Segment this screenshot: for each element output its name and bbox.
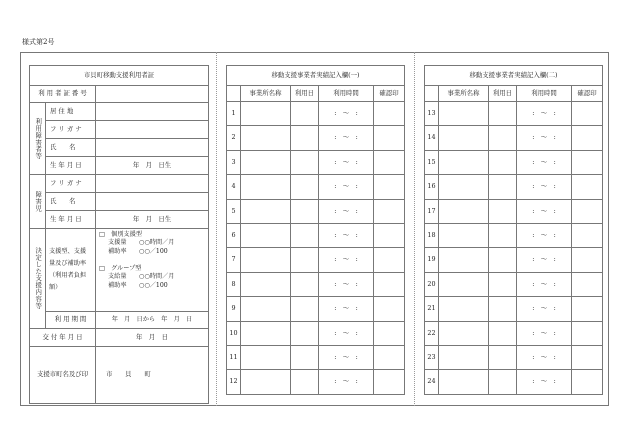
record-1-row [227, 102, 405, 126]
record-2-header-date: 利用日 [489, 86, 517, 102]
furigana-label: フ リ ガ ナ [46, 121, 96, 139]
record-2-row [425, 321, 603, 345]
record-1-header-no [227, 86, 241, 102]
record-2-time-field[interactable]: : ～ : [517, 102, 572, 126]
record-2-row-number: 16 [425, 175, 439, 199]
record-2-row-number: 21 [425, 297, 439, 321]
record-2-date-field[interactable] [489, 102, 517, 126]
decision-group-label: 決定した支援内容等 [34, 247, 43, 310]
record-1-row [227, 370, 405, 394]
record-2-row [425, 223, 603, 247]
record-1-office-field[interactable] [241, 248, 291, 272]
record-1-stamp-field[interactable] [374, 370, 405, 394]
record-1-body [227, 102, 405, 395]
record-2-date-field[interactable] [489, 345, 517, 369]
record-1-stamp-field[interactable] [374, 297, 405, 321]
address-field[interactable] [96, 103, 209, 121]
record-1-date-field[interactable] [291, 297, 319, 321]
record-1-time-field[interactable]: : ～ : [319, 223, 374, 247]
record-1-stamp-field[interactable] [374, 345, 405, 369]
support-type-label: 支援型、支援量及び補助率（利用者負担額） [46, 229, 96, 312]
record-2-date-field[interactable] [489, 175, 517, 199]
record-1-date-field[interactable] [291, 199, 319, 223]
record-1-row-number: 5 [227, 199, 241, 223]
record-1-stamp-field[interactable] [374, 150, 405, 174]
record-1-date-field[interactable] [291, 175, 319, 199]
decision-group-cell [30, 229, 46, 329]
record-2-date-field[interactable] [489, 370, 517, 394]
record-1-date-field[interactable] [291, 370, 319, 394]
record-1-date-field[interactable] [291, 102, 319, 126]
support-content-cell [96, 229, 209, 312]
child-name-label: 氏 名 [46, 193, 96, 211]
record-1-row [227, 321, 405, 345]
record-2-title: 移動支援事業者実績記入欄(二) [425, 66, 603, 86]
record-1-stamp-field[interactable] [374, 321, 405, 345]
record-1-header-stamp: 確認印 [374, 86, 405, 102]
record-2-time-field[interactable]: : ～ : [517, 175, 572, 199]
record-1-header-date: 利用日 [291, 86, 319, 102]
user-group-label: 利用障害者等 [34, 117, 43, 160]
individual-amount: 支援量 ○○時間／月 [108, 239, 175, 247]
record-2-office-field[interactable] [439, 345, 489, 369]
record-1-time-field[interactable]: : ～ : [319, 175, 374, 199]
record-1-row-number: 1 [227, 102, 241, 126]
record-1-title: 移動支援事業者実績記入欄(一) [227, 66, 405, 86]
record-2-time-field[interactable]: : ～ : [517, 199, 572, 223]
record-1-row-number: 2 [227, 126, 241, 150]
record-2-office-field[interactable] [439, 223, 489, 247]
record-1-office-field[interactable] [241, 345, 291, 369]
record-1-time-field[interactable]: : ～ : [319, 150, 374, 174]
record-1-time-field[interactable]: : ～ : [319, 321, 374, 345]
record-1-row-number: 9 [227, 297, 241, 321]
record-2-stamp-field[interactable] [572, 199, 603, 223]
record-1-office-field[interactable] [241, 175, 291, 199]
record-2-date-field[interactable] [489, 126, 517, 150]
record-2-time-field[interactable]: : ～ : [517, 345, 572, 369]
record-2-date-field[interactable] [489, 150, 517, 174]
record-table-2 [424, 65, 603, 395]
record-1-time-field[interactable]: : ～ : [319, 126, 374, 150]
record-2-time-field[interactable]: : ～ : [517, 370, 572, 394]
record-2-row-number: 19 [425, 248, 439, 272]
record-1-stamp-field[interactable] [374, 248, 405, 272]
record-2-header-stamp: 確認印 [572, 86, 603, 102]
record-1-stamp-field[interactable] [374, 223, 405, 247]
record-2-stamp-field[interactable] [572, 150, 603, 174]
record-1-time-field[interactable]: : ～ : [319, 370, 374, 394]
child-furigana-label: フ リ ガ ナ [46, 175, 96, 193]
record-2-time-field[interactable]: : ～ : [517, 223, 572, 247]
user-group-cell [30, 103, 46, 175]
child-dob-label: 生 年 月 日 [46, 211, 96, 229]
form-number-label: 様式第2号 [22, 38, 55, 46]
record-1-time-field[interactable]: : ～ : [319, 102, 374, 126]
record-2-row [425, 345, 603, 369]
record-2-row-number: 24 [425, 370, 439, 394]
record-1-stamp-field[interactable] [374, 102, 405, 126]
issue-date-value[interactable]: 年 月 日 [96, 329, 209, 347]
record-2-time-field[interactable]: : ～ : [517, 126, 572, 150]
record-1-date-field[interactable] [291, 150, 319, 174]
record-1-time-field[interactable]: : ～ : [319, 248, 374, 272]
record-2-time-field[interactable]: : ～ : [517, 321, 572, 345]
record-2-stamp-field[interactable] [572, 248, 603, 272]
record-1-row-number: 6 [227, 223, 241, 247]
dob-label: 生 年 月 日 [46, 157, 96, 175]
user-certificate-table [29, 65, 209, 404]
record-2-row [425, 126, 603, 150]
record-1-office-field[interactable] [241, 370, 291, 394]
record-2-row [425, 370, 603, 394]
record-1-row [227, 126, 405, 150]
record-2-stamp-field[interactable] [572, 102, 603, 126]
record-1-row-number: 11 [227, 345, 241, 369]
record-2-row [425, 272, 603, 296]
record-1-office-field[interactable] [241, 126, 291, 150]
record-2-time-field[interactable]: : ～ : [517, 150, 572, 174]
dob-value[interactable]: 年 月 日生 [96, 157, 209, 175]
cert-number-field[interactable] [96, 86, 209, 103]
record-1-office-field[interactable] [241, 223, 291, 247]
record-1-time-field[interactable]: : ～ : [319, 199, 374, 223]
group-type-checkbox[interactable]: □ グループ型 [99, 265, 142, 273]
child-group-label: 障害児 [34, 191, 43, 212]
record-1-row-number: 7 [227, 248, 241, 272]
record-1-office-field[interactable] [241, 150, 291, 174]
period-value[interactable]: 年 月 日から 年 月 日 [96, 312, 209, 329]
record-2-stamp-field[interactable] [572, 370, 603, 394]
name-label: 氏 名 [46, 139, 96, 157]
record-1-stamp-field[interactable] [374, 272, 405, 296]
record-1-header-time: 利用時間 [319, 86, 374, 102]
record-1-time-field[interactable]: : ～ : [319, 272, 374, 296]
record-1-header-office: 事業所名称 [241, 86, 291, 102]
furigana-field[interactable] [96, 121, 209, 139]
period-label: 利 用 期 間 [46, 312, 96, 329]
record-2-stamp-field[interactable] [572, 272, 603, 296]
record-2-time-field[interactable]: : ～ : [517, 248, 572, 272]
address-label: 居 住 地 [46, 103, 96, 121]
record-2-time-field[interactable]: : ～ : [517, 272, 572, 296]
record-1-row [227, 345, 405, 369]
child-dob-value[interactable]: 年 月 日生 [96, 211, 209, 229]
record-2-stamp-field[interactable] [572, 345, 603, 369]
record-1-row [227, 175, 405, 199]
record-2-office-field[interactable] [439, 248, 489, 272]
record-2-office-field[interactable] [439, 321, 489, 345]
issuer-label: 支援市町名及び印 [30, 347, 96, 404]
record-2-stamp-field[interactable] [572, 223, 603, 247]
record-1-time-field[interactable]: : ～ : [319, 297, 374, 321]
record-1-row [227, 248, 405, 272]
record-2-row [425, 102, 603, 126]
record-1-office-field[interactable] [241, 297, 291, 321]
record-1-date-field[interactable] [291, 345, 319, 369]
cert-number-label: 利 用 者 証 番 号 [30, 86, 96, 103]
record-2-office-field[interactable] [439, 199, 489, 223]
record-2-date-field[interactable] [489, 199, 517, 223]
record-1-date-field[interactable] [291, 126, 319, 150]
fold-line-right [414, 52, 415, 406]
record-1-row-number: 3 [227, 150, 241, 174]
record-2-row-number: 17 [425, 199, 439, 223]
individual-rate: 補助率 ○○／100 [108, 247, 168, 255]
record-2-office-field[interactable] [439, 175, 489, 199]
record-2-office-field[interactable] [439, 150, 489, 174]
record-2-office-field[interactable] [439, 126, 489, 150]
record-1-stamp-field[interactable] [374, 126, 405, 150]
record-1-time-field[interactable]: : ～ : [319, 345, 374, 369]
record-2-row [425, 150, 603, 174]
record-1-office-field[interactable] [241, 272, 291, 296]
record-2-office-field[interactable] [439, 370, 489, 394]
record-2-date-field[interactable] [489, 248, 517, 272]
record-1-office-field[interactable] [241, 199, 291, 223]
record-2-office-field[interactable] [439, 272, 489, 296]
record-1-row [227, 297, 405, 321]
record-1-stamp-field[interactable] [374, 175, 405, 199]
record-2-row [425, 199, 603, 223]
record-2-row-number: 18 [425, 223, 439, 247]
record-1-row [227, 150, 405, 174]
record-2-date-field[interactable] [489, 223, 517, 247]
record-2-office-field[interactable] [439, 297, 489, 321]
record-2-office-field[interactable] [439, 102, 489, 126]
record-2-header-office: 事業所名称 [439, 86, 489, 102]
record-2-row-number: 14 [425, 126, 439, 150]
record-1-date-field[interactable] [291, 321, 319, 345]
record-2-header-time: 利用時間 [517, 86, 572, 102]
record-1-row [227, 272, 405, 296]
record-2-row-number: 20 [425, 272, 439, 296]
record-1-date-field[interactable] [291, 248, 319, 272]
record-1-date-field[interactable] [291, 272, 319, 296]
group-rate: 補助率 ○○／100 [108, 281, 168, 289]
name-field[interactable] [96, 139, 209, 157]
record-1-row-number: 8 [227, 272, 241, 296]
record-1-row-number: 12 [227, 370, 241, 394]
record-2-time-field[interactable]: : ～ : [517, 297, 572, 321]
record-1-row [227, 223, 405, 247]
record-2-row [425, 297, 603, 321]
record-table-1 [226, 65, 405, 395]
group-amount: 支給量 ○○時間／月 [108, 273, 175, 281]
record-2-row [425, 175, 603, 199]
record-1-row-number: 4 [227, 175, 241, 199]
record-2-row [425, 248, 603, 272]
fold-line-left [216, 52, 217, 406]
child-group-cell [30, 175, 46, 229]
record-2-header-no [425, 86, 439, 102]
certificate-title: 市貝町移動支援利用者証 [30, 66, 209, 86]
record-2-row-number: 22 [425, 321, 439, 345]
record-2-date-field[interactable] [489, 272, 517, 296]
record-2-date-field[interactable] [489, 297, 517, 321]
record-1-office-field[interactable] [241, 102, 291, 126]
record-2-stamp-field[interactable] [572, 175, 603, 199]
individual-type-checkbox[interactable]: □ 個別支援型 [99, 231, 142, 238]
record-1-date-field[interactable] [291, 223, 319, 247]
record-2-stamp-field[interactable] [572, 321, 603, 345]
record-2-date-field[interactable] [489, 321, 517, 345]
record-1-office-field[interactable] [241, 321, 291, 345]
record-1-stamp-field[interactable] [374, 199, 405, 223]
record-2-row-number: 23 [425, 345, 439, 369]
record-1-row [227, 199, 405, 223]
record-1-row-number: 10 [227, 321, 241, 345]
issuer-value: 市 貝 町 [96, 347, 209, 404]
child-furigana-field[interactable] [96, 175, 209, 193]
record-2-row-number: 15 [425, 150, 439, 174]
record-2-row-number: 13 [425, 102, 439, 126]
record-2-stamp-field[interactable] [572, 126, 603, 150]
record-2-body [425, 102, 603, 395]
issue-date-label: 交 付 年 月 日 [30, 329, 96, 347]
record-2-stamp-field[interactable] [572, 297, 603, 321]
child-name-field[interactable] [96, 193, 209, 211]
